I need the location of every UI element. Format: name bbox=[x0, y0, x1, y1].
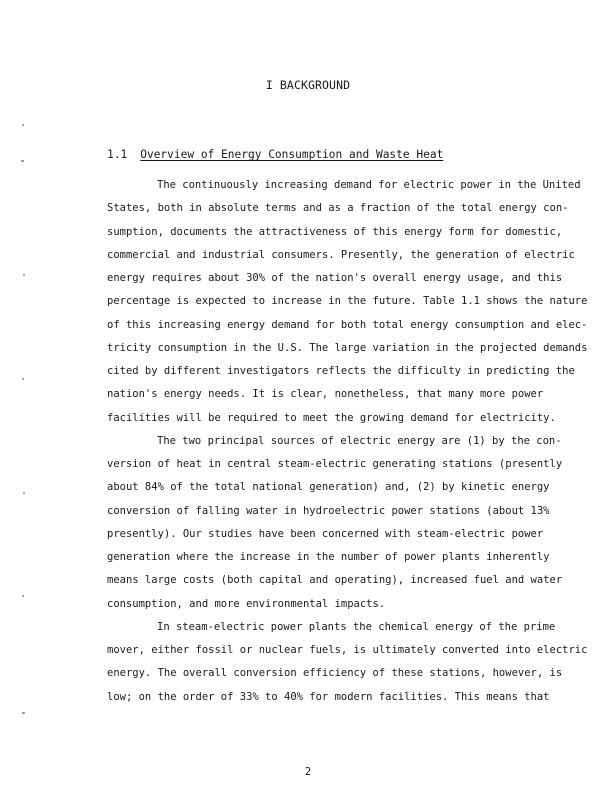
text-line: In steam-electric power plants the chemical energy of the prime bbox=[157, 620, 556, 633]
text-line: energy. The overall conversion efficiency of these stations, however, is bbox=[107, 667, 563, 680]
scan-speck bbox=[23, 274, 25, 276]
text-line: States, both in absolute terms and as a fraction of the total energy con- bbox=[107, 202, 569, 215]
text-line: sumption, documents the attractiveness of this energy form for domestic, bbox=[107, 225, 563, 238]
chapter-heading: I BACKGROUND bbox=[265, 78, 351, 92]
section-title: Overview of Energy Consumption and Waste Heat bbox=[140, 148, 444, 161]
scan-speck bbox=[22, 595, 24, 597]
scan-speck bbox=[22, 378, 24, 380]
text-line: facilities will be required to meet the growing demand for electricity. bbox=[107, 411, 556, 424]
text-line: low; on the order of 33% to 40% for modern facilities. This means that bbox=[107, 690, 550, 703]
text-line: energy requires about 30% of the nation's overall energy usage, and this bbox=[107, 272, 563, 284]
section-heading bbox=[107, 148, 443, 161]
text-line: percentage is expected to increase in the future. Table 1.1 shows the nature bbox=[107, 295, 588, 308]
text-line: conversion of falling water in hydroelectric power stations (about 13% bbox=[107, 504, 550, 517]
text-line: presently). Our studies have been concerned with steam-electric power bbox=[107, 527, 544, 540]
text-line: generation where the increase in the number of power plants inherently bbox=[107, 551, 550, 563]
body-text bbox=[107, 174, 588, 709]
scan-speck bbox=[21, 160, 24, 162]
scan-speck bbox=[22, 124, 24, 126]
scan-speck bbox=[22, 712, 25, 714]
text-line: commercial and industrial consumers. Presently, the generation of electric bbox=[107, 248, 575, 261]
text-line: nation's energy needs. It is clear, nonetheless, that many more power bbox=[107, 388, 544, 401]
text-line: version of heat in central steam-electric generating stations (presently bbox=[107, 458, 563, 470]
text-line: about 84% of the total national generation) and, (2) by kinetic energy bbox=[107, 481, 550, 494]
text-line: The continuously increasing demand for electric power in the United bbox=[157, 179, 581, 191]
text-line: The two principal sources of electric energy are (1) by the con- bbox=[157, 434, 562, 447]
section-number: 1.1 bbox=[107, 148, 128, 161]
text-line: of this increasing energy demand for both total energy consumption and elec- bbox=[107, 318, 588, 331]
text-line: consumption, and more environmental impacts. bbox=[107, 597, 386, 610]
text-line: means large costs (both capital and operating), increased fuel and water bbox=[107, 574, 563, 587]
text-line: cited by different investigators reflects the difficulty in predicting the bbox=[107, 365, 575, 377]
page-number: 2 bbox=[304, 766, 312, 778]
text-line: mover, either fossil or nuclear fuels, is ultimately converted into electric bbox=[107, 644, 588, 656]
text-line: tricity consumption in the U.S. The large variation in the projected demands bbox=[107, 341, 588, 354]
scan-speck bbox=[23, 492, 25, 494]
